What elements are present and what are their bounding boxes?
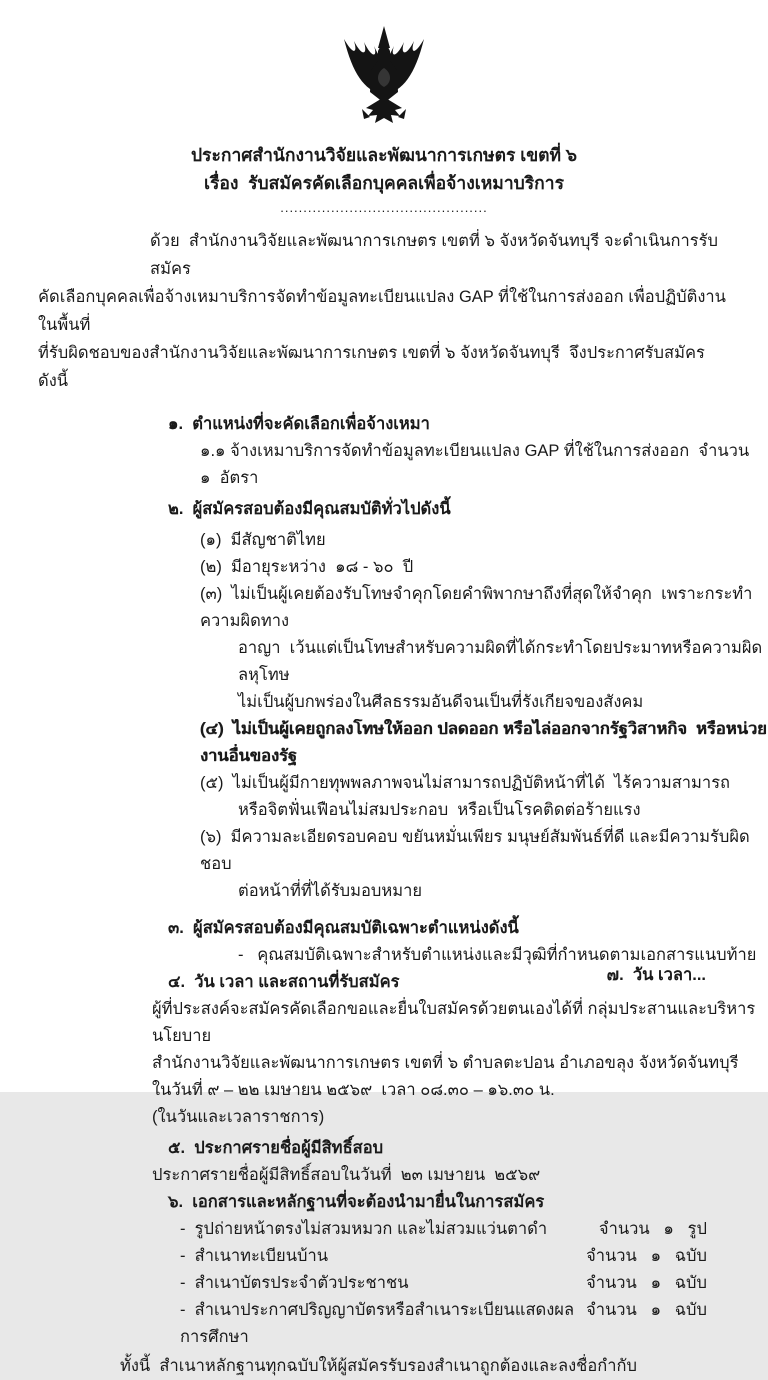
section-6-heading: ๖. เอกสารและหลักฐานที่จะต้องนำมายื่นในการสมัคร <box>168 1193 545 1211</box>
section-2-item-6: (๖) มีความละเอียดรอบคอบ ขยันหมั่นเพียร มนุษย์สัมพันธ์ที่ดี และมีความรับผิดชอบ <box>200 828 750 873</box>
dotted-divider: ............................................. <box>280 200 488 215</box>
intro-paragraph <box>38 227 732 395</box>
section-1-item: ๑.๑ จ้างเหมาบริการจัดทำข้อมูลทะเบียนแปลง GAP ที่ใช้ในการส่งออก จำนวน ๑ อัตรา <box>200 442 759 487</box>
section-1-heading: ๑. ตำแหน่งที่จะคัดเลือกเพื่อจ้างเหมา <box>168 415 430 433</box>
section-3-heading: ๓. ผู้สมัครสอบต้องมีคุณสมบัติเฉพาะตำแหน่งดังนี้ <box>168 919 519 937</box>
section-2-item-6-cont: ต่อหน้าที่ที่ได้รับมอบหมาย <box>238 882 423 900</box>
title-subject-line: เรื่อง รับสมัครคัดเลือกบุคคลเพื่อจ้างเหมาบริการ <box>204 173 564 193</box>
section-2-item-3: (๓) ไม่เป็นผู้เคยต้องรับโทษจำคุกโดยคำพิพากษาถึงที่สุดให้จำคุก เพราะกระทำความผิดทาง <box>200 585 753 630</box>
section-3-item: - คุณสมบัติเฉพาะสำหรับตำแหน่งและมีวุฒิที่กำหนดตามเอกสารแนบท้าย <box>238 946 757 964</box>
certification-note: ทั้งนี้ สำเนาหลักฐานทุกฉบับให้ผู้สมัครรับรองสำเนาถูกต้องและลงชื่อกำกับ <box>120 1357 637 1375</box>
title-line-1: ประกาศสำนักงานวิจัยและพัฒนาการเกษตร เขตที่ ๖ <box>190 145 578 165</box>
section-2-item-5-cont: หรือจิตฟั่นเฟือนไม่สมประกอบ หรือเป็นโรคติดต่อร้ายแรง <box>238 801 641 819</box>
next-page-catchword: ๗. วัน เวลา... <box>606 966 706 984</box>
doc-quantity: จำนวน ๑ ฉบับ <box>586 1274 707 1292</box>
doc-name: - สำเนาบัตรประจำตัวประชาชน <box>180 1274 409 1292</box>
garuda-emblem-icon <box>324 13 444 131</box>
section-4-line: ในวันที่ ๙ – ๒๒ เมษายน ๒๕๖๙ เวลา ๐๘.๓๐ – ๑๖.๓๐ น. <box>152 1081 555 1099</box>
section-4-line: สำนักงานวิจัยและพัฒนาการเกษตร เขตที่ ๖ ตำบลตะปอน อำเภอขลุง จังหวัดจันทบุรี <box>152 1054 739 1072</box>
doc-quantity: จำนวน ๑ ฉบับ <box>586 1301 707 1319</box>
section-4-line: ผู้ที่ประสงค์จะสมัครคัดเลือกขอและยื่นใบสมัครด้วยตนเองได้ที่ กลุ่มประสานและบริหารนโยบาย <box>152 1000 756 1045</box>
emblem-container <box>0 0 768 135</box>
document-title <box>0 141 768 197</box>
document-list-row <box>180 1270 707 1297</box>
document-list-row <box>180 1243 707 1270</box>
section-2-item-4: (๔) ไม่เป็นผู้เคยถูกลงโทษให้ออก ปลดออก หรือไล่ออกจากรัฐวิสาหกิจ หรือหน่วยงานอื่นของรัฐ <box>200 720 767 765</box>
doc-name: - รูปถ่ายหน้าตรงไม่สวมหมวก และไม่สวมแว่นตาดำ <box>180 1220 548 1238</box>
section-4-line: (ในวันและเวลาราชการ) <box>152 1108 325 1126</box>
document-list-row <box>180 1297 707 1351</box>
doc-name: - สำเนาประกาศปริญญาบัตรหรือสำเนาระเบียนแสดงผลการศึกษา <box>180 1301 575 1346</box>
section-2-item-3-cont: อาญา เว้นแต่เป็นโทษสำหรับความผิดที่ได้กระทำโดยประมาทหรือความผิดลหุโทษ <box>238 639 763 684</box>
section-2-heading: ๒. ผู้สมัครสอบต้องมีคุณสมบัติทั่วไปดังนี้ <box>168 500 451 518</box>
section-5-heading: ๕. ประกาศรายชื่อผู้มีสิทธิ์สอบ <box>168 1139 384 1157</box>
section-2-item-3-cont: ไม่เป็นผู้บกพร่องในศีลธรรมอันดีจนเป็นที่รังเกียจของสังคม <box>238 693 644 711</box>
section-4-heading: ๔. วัน เวลา และสถานที่รับสมัคร <box>168 973 400 991</box>
section-2-item-2: (๒) มีอายุระหว่าง ๑๘ - ๖๐ ปี <box>200 558 414 576</box>
doc-quantity: จำนวน ๑ ฉบับ <box>586 1247 707 1265</box>
section-2-item-1: (๑) มีสัญชาติไทย <box>200 531 326 549</box>
intro-line: ที่รับผิดชอบของสำนักงานวิจัยและพัฒนาการเกษตร เขตที่ ๖ จังหวัดจันทบุรี จึงประกาศรับสมัครดังนี้ <box>38 344 705 390</box>
section-2-item-5: (๕) ไม่เป็นผู้มีกายทุพพลภาพจนไม่สามารถปฏิบัติหน้าที่ได้ ไร้ความสามารถ <box>200 774 731 792</box>
intro-line: คัดเลือกบุคคลเพื่อจ้างเหมาบริการจัดทำข้อมูลทะเบียนแปลง GAP ที่ใช้ในการส่งออก เพื่อปฏิบัติงานในพื้นที่ <box>38 288 726 334</box>
section-5-line: ประกาศรายชื่อผู้มีสิทธิ์สอบในวันที่ ๒๓ เมษายน ๒๕๖๙ <box>152 1166 541 1184</box>
intro-line: ด้วย สำนักงานวิจัยและพัฒนาการเกษตร เขตที่ ๖ จังหวัดจันทบุรี จะดำเนินการรับสมัคร <box>150 232 718 278</box>
document-list-row <box>180 1216 707 1243</box>
doc-name: - สำเนาทะเบียนบ้าน <box>180 1247 329 1265</box>
doc-quantity: จำนวน ๑ รูป <box>598 1220 707 1238</box>
